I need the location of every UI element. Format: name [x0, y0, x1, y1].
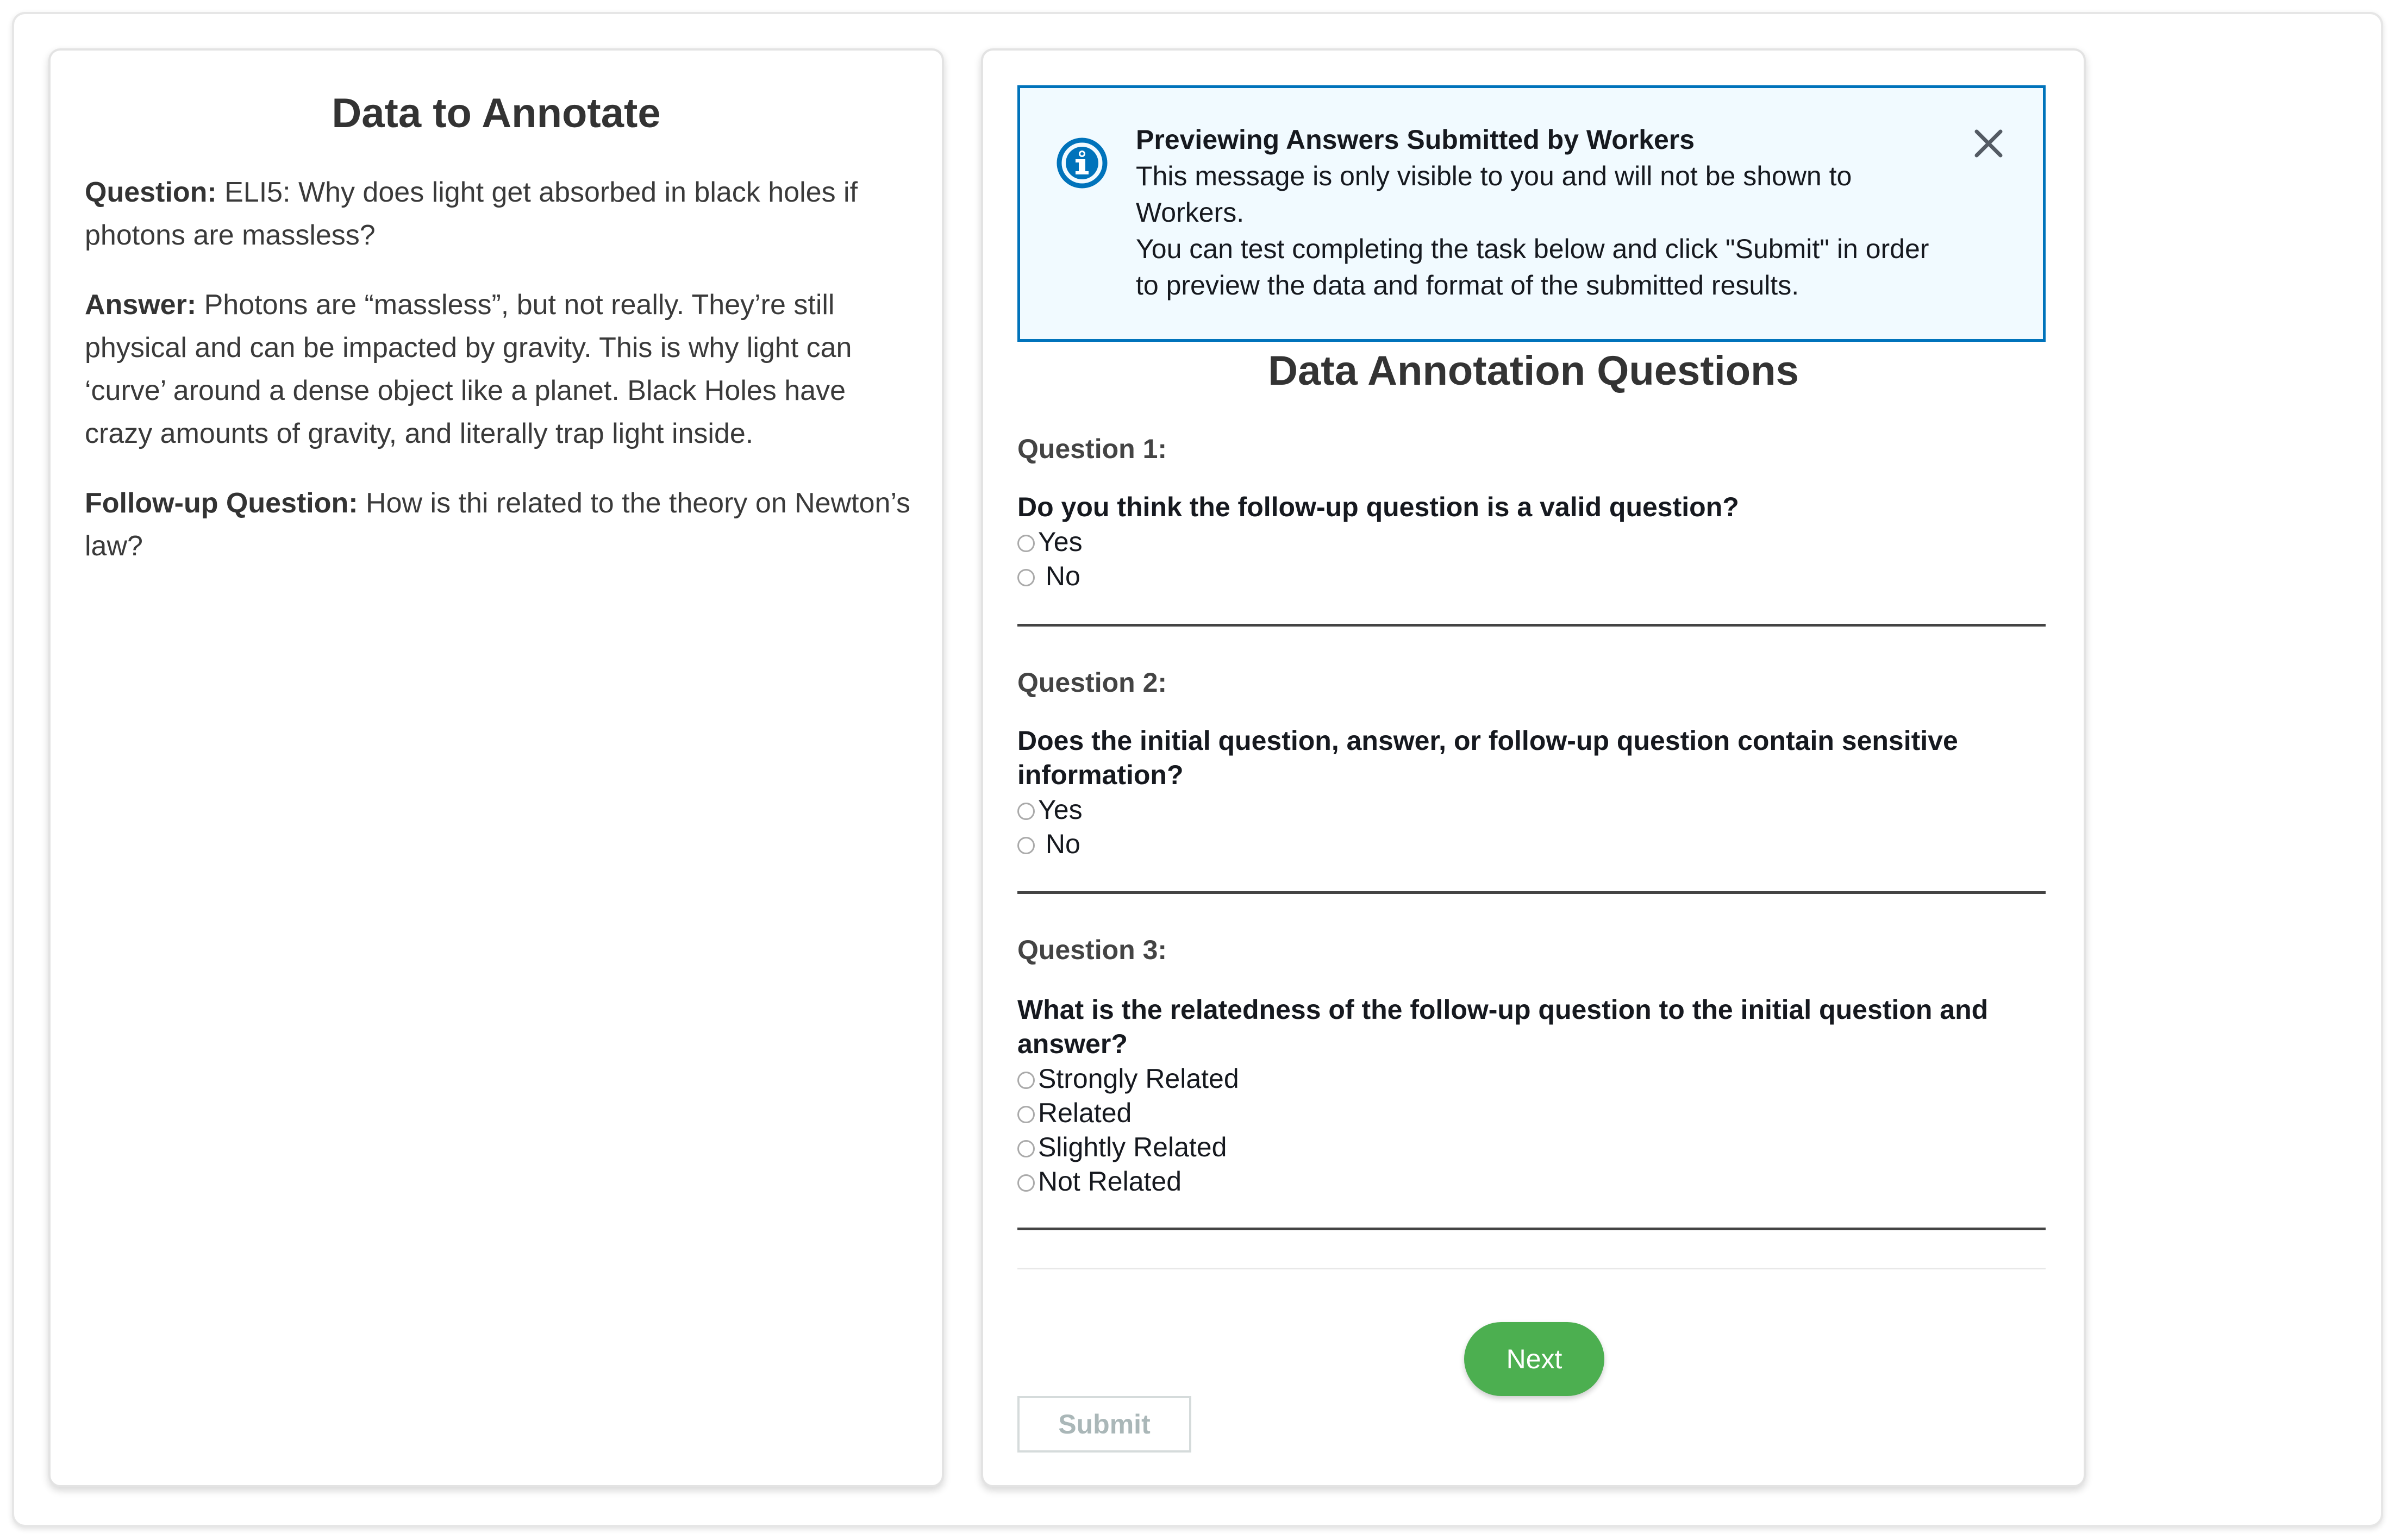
answer-text: Photons are “massless”, but not really. They’re still physical and can be impacted by gravity. This is why light can ‘curve’ around a dense object like a planet. Black Holes have crazy amounts of gravity, and literally trap light inside. [85, 289, 852, 449]
footer-divider [1017, 1268, 2046, 1269]
question-1-label: Question 1: [1017, 434, 1167, 464]
question-block-2 [1017, 665, 2046, 861]
q2-option-no[interactable] [1017, 827, 2046, 861]
option-label: Not Related [1038, 1166, 1182, 1197]
radio-button[interactable] [1017, 1106, 1035, 1123]
radio-button[interactable] [1017, 837, 1035, 854]
question-label: Question: [85, 177, 217, 208]
q2-option-yes[interactable] [1017, 792, 2046, 827]
alert-message-1: This message is only visible to you and will not be shown to Workers. [1136, 161, 1852, 228]
data-panel [48, 48, 944, 1487]
option-label: Yes [1038, 794, 1083, 825]
questions-panel [981, 48, 2086, 1487]
option-label: No [1038, 828, 1080, 859]
divider [1017, 1228, 2046, 1230]
info-icon [1056, 137, 1108, 189]
question-block-1 [1017, 431, 2046, 593]
followup-label: Follow-up Question: [85, 487, 358, 519]
question-1-text: Do you think the follow-up question is a valid question? [1017, 492, 1739, 522]
q1-option-yes[interactable] [1017, 524, 2046, 559]
option-label: Slightly Related [1038, 1131, 1227, 1162]
answer-paragraph [85, 284, 916, 455]
q3-option-strongly-related[interactable] [1017, 1061, 2046, 1095]
followup-text: How is thi related to the theory on Newton’s law? [85, 487, 911, 562]
q3-option-related[interactable] [1017, 1095, 2046, 1130]
option-label: Strongly Related [1038, 1063, 1239, 1094]
alert-text [1136, 122, 1957, 304]
option-label: No [1038, 560, 1080, 591]
alert-message-2: You can test completing the task below and click "Submit" in order to preview the data and format of the submitted results. [1136, 234, 1929, 301]
question-2-label: Question 2: [1017, 667, 1167, 698]
radio-button[interactable] [1017, 535, 1035, 552]
question-paragraph [85, 171, 916, 257]
submit-button[interactable]: Submit [1017, 1396, 1191, 1453]
option-label: Related [1038, 1097, 1132, 1128]
radio-button[interactable] [1017, 1072, 1035, 1089]
data-panel-title: Data to Annotate [332, 90, 661, 136]
preview-alert [1017, 85, 2046, 342]
question-3-text: What is the relatedness of the follow-up question to the initial question and answer? [1017, 994, 1989, 1059]
questions-title: Data Annotation Questions [1268, 348, 1799, 394]
followup-paragraph [85, 482, 916, 568]
q3-option-not-related[interactable] [1017, 1164, 2046, 1198]
radio-button[interactable] [1017, 1174, 1035, 1192]
question-3-label: Question 3: [1017, 935, 1167, 965]
radio-button[interactable] [1017, 569, 1035, 586]
divider [1017, 624, 2046, 627]
next-button[interactable]: Next [1464, 1322, 1604, 1396]
question-text: ELI5: Why does light get absorbed in black holes if photons are massless? [85, 177, 858, 251]
data-content [85, 171, 916, 594]
radio-button[interactable] [1017, 1140, 1035, 1157]
q3-option-slightly-related[interactable] [1017, 1130, 2046, 1164]
answer-label: Answer: [85, 289, 197, 321]
option-label: Yes [1038, 526, 1083, 557]
alert-title: Previewing Answers Submitted by Workers [1136, 124, 1695, 155]
q1-option-no[interactable] [1017, 559, 2046, 593]
divider [1017, 891, 2046, 894]
question-block-3 [1017, 932, 2046, 1198]
question-2-text: Does the initial question, answer, or follow-up question contain sensitive information? [1017, 725, 1958, 790]
radio-button[interactable] [1017, 803, 1035, 820]
close-icon[interactable] [1972, 127, 2005, 160]
